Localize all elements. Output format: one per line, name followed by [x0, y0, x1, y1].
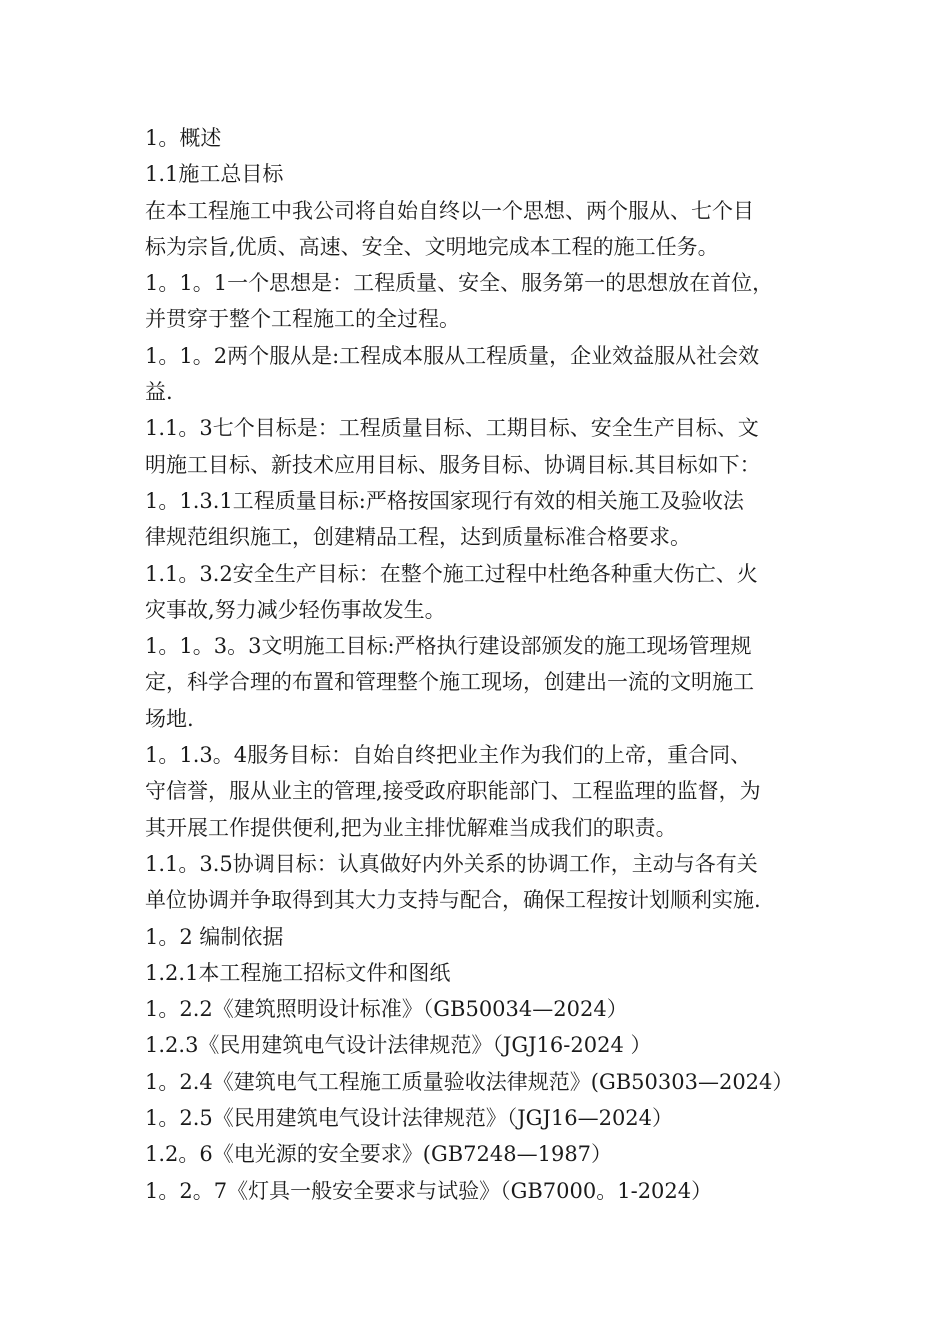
paragraph-line: 场地. [145, 706, 194, 731]
reference-item: 1.2。6《电光源的安全要求》(GB7248—1987） [145, 1142, 613, 1167]
paragraph-line: 1.1。3.2安全生产目标：在整个施工过程中杜绝各种重大伤亡、火 [145, 561, 758, 586]
paragraph-line: 明施工目标、新技术应用目标、服务目标、协调目标.其目标如下： [145, 452, 761, 477]
reference-item: 1。2.4《建筑电气工程施工质量验收法律规范》(GB50303—2024） [145, 1069, 794, 1094]
paragraph-line: 守信誉，服从业主的管理,接受政府职能部门、工程监理的监督，为 [145, 779, 761, 804]
paragraph-line: 单位协调并争取得到其大力支持与配合，确保工程按计划顺利实施. [145, 888, 761, 913]
paragraph-line: 1。1.3.1工程质量目标:严格按国家现行有效的相关施工及验收法 [145, 488, 744, 513]
reference-item: 1。2.5《民用建筑电气设计法律规范》（JGJ16—2024） [145, 1106, 674, 1131]
reference-item: 1。2。7《灯具一般安全要求与试验》（GB7000。1-2024） [145, 1178, 713, 1203]
reference-item: 1.2.1本工程施工招标文件和图纸 [145, 960, 451, 985]
paragraph-line: 1.1。3七个目标是：工程质量目标、工期目标、安全生产目标、文 [145, 416, 759, 441]
paragraph-line: 并贯穿于整个工程施工的全过程。 [145, 307, 460, 332]
paragraph-line: 定，科学合理的布置和管理整个施工现场，创建出一流的文明施工 [145, 670, 754, 695]
paragraph-line: 在本工程施工中我公司将自始自终以一个思想、两个服从、七个目 [145, 198, 754, 223]
paragraph-line: 1。1。3。3文明施工目标:严格执行建设部颁发的施工现场管理规 [145, 634, 752, 659]
paragraph-line: 灾事故,努力减少轻伤事故发生。 [145, 597, 446, 622]
paragraph-line: 益. [145, 380, 173, 405]
reference-item: 1。2.2《建筑照明设计标准》（GB50034—2024） [145, 997, 628, 1022]
paragraph-line: 1.1。3.5协调目标：认真做好内外关系的协调工作，主动与各有关 [145, 851, 758, 876]
document-body [145, 120, 817, 1209]
reference-item: 1.2.3《民用建筑电气设计法律规范》（JGJ16-2024 ） [145, 1033, 652, 1058]
paragraph-line: 1。1。1一个思想是：工程质量、安全、服务第一的思想放在首位， [145, 271, 774, 296]
paragraph-line: 1。1.3。4服务目标：自始自终把业主作为我们的上帝，重合同、 [145, 743, 752, 768]
paragraph-line: 其开展工作提供便利,把为业主排忧解难当成我们的职责。 [145, 815, 677, 840]
heading-basis: 1。2 编制依据 [145, 924, 284, 949]
heading-overview: 1。概述 [145, 126, 222, 150]
heading-general-goal: 1.1施工总目标 [145, 162, 284, 187]
paragraph-line: 律规范组织施工，创建精品工程，达到质量标准合格要求。 [145, 525, 691, 550]
paragraph-line: 标为宗旨,优质、高速、安全、文明地完成本工程的施工任务。 [145, 234, 719, 259]
paragraph-line: 1。1。2两个服从是:工程成本服从工程质量，企业效益服从社会效 [145, 343, 760, 368]
